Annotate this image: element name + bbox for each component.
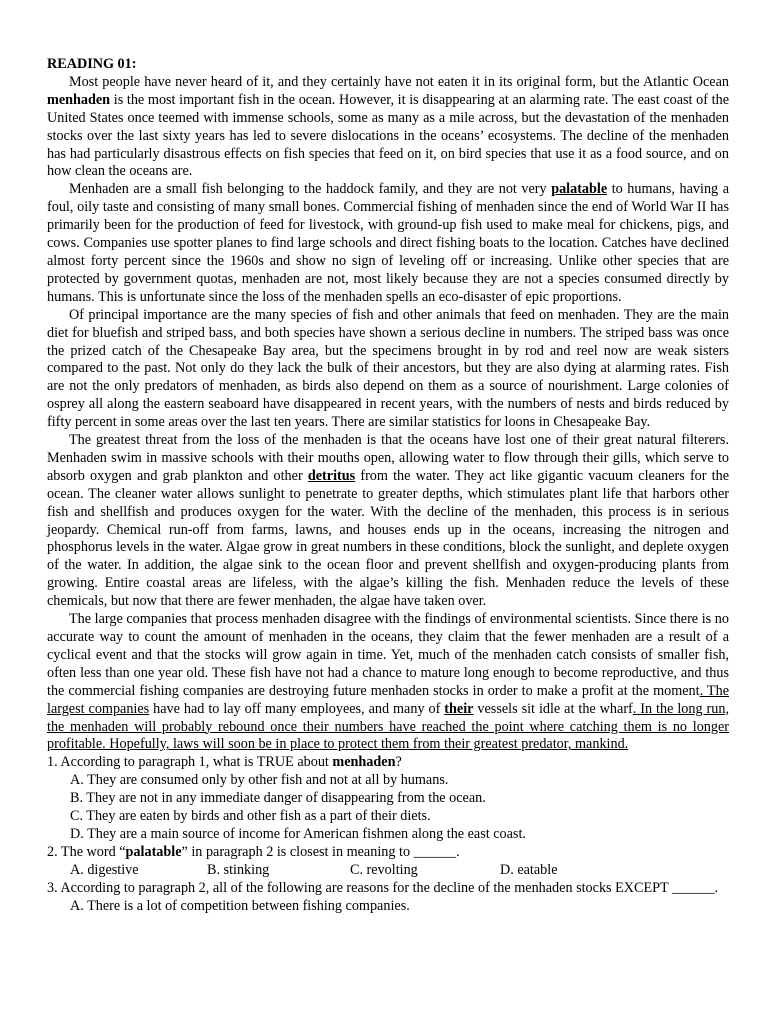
question-3-option-a: A. There is a lot of competition between fishing companies.	[70, 897, 410, 914]
question-2-option-d: D. eatable	[500, 861, 558, 878]
paragraph-5-text-c: have had to lay off many employees, and many of	[149, 700, 445, 717]
question-2	[47, 844, 729, 862]
paragraph-5-underlined-largest-companies: . The largest companies	[47, 682, 729, 717]
question-1-bold-menhaden: menhaden	[332, 754, 396, 771]
question-1-option-b: B. They are not in any immediate danger of disappearing from the ocean.	[70, 790, 486, 807]
paragraph-2	[47, 181, 729, 306]
paragraph-4-keyword-detritus: detritus	[307, 467, 356, 484]
paragraph-4	[47, 432, 729, 611]
paragraph-5-text-a: The large companies that process menhaden disagree with the findings of environmental scientists. Since there is no accurate way to count the amount of menhaden in the oceans, they claim that the fewer menhaden are a result of a cyclical event and that the stocks will grow again in time. Yet, much of the menhaden catch consists of smaller fish, often less than one year old. These fish have not had a chance to mature long enough to become reproductive, and thus the commercial fishing companies are destroying future menhaden stocks in order to make a profit at the moment	[47, 611, 729, 699]
paragraph-1-bold-menhaden: menhaden	[47, 91, 111, 108]
paragraph-4-text-a: The greatest threat from the loss of the menhaden is that the oceans have lost one of their great natural filterers. Menhaden swim in massive schools with their mouths open, allowing water to flow through their gills, which serve to absorb oxygen and grab plankton and other	[47, 432, 729, 484]
paragraph-5-text-e: vessels sit idle at the wharf	[473, 700, 633, 717]
question-2-text-a: 2. The word “	[47, 843, 126, 860]
document-page	[47, 56, 729, 916]
paragraph-1	[47, 74, 729, 181]
question-1-option-c: C. They are eaten by birds and other fish as a part of their diets.	[70, 808, 431, 825]
paragraph-5-underlined-period: . In the long run, the menhaden will probably rebound once their numbers have reached the point where catching them is no longer profitable. Hopefully, laws will soon be in place to protect them from their greatest predator, mankind.	[47, 700, 730, 753]
question-2-text-c: ” in paragraph 2 is closest in meaning to ______.	[181, 843, 460, 860]
question-1-text-c: ?	[395, 754, 402, 771]
reading-title: READING 01:	[47, 56, 137, 72]
paragraph-2-text-c: to humans, having a foul, oily taste and consisting of many small bones. Commercial fishing of menhaden since the end of World War II has primarily been for the production of feed for livestock, with ground-up fish used to make meal for chickens, pigs, and cows. Companies use spotter planes to find large schools and direct fishing boats to the location. Catches have declined almost forty percent since the 1960s and show no sign of leveling off or increasing. Unlike other species that are protected by government quotas, menhaden are not, most likely because they are not a species consumed directly by humans. This is unfortunate since the loss of the menhaden spells an eco-disaster of epic proportions.	[47, 181, 729, 305]
question-1-option-d: D. They are a main source of income for American fishmen along the east coast.	[70, 825, 526, 842]
paragraph-2-keyword-palatable: palatable	[551, 181, 608, 198]
question-2-option-c: C. revolting	[350, 861, 418, 878]
question-1-text-a: 1. According to paragraph 1, what is TRUE about	[47, 754, 333, 771]
paragraph-3: Of principal importance are the many species of fish and other animals that feed on menhaden. They are the main diet for bluefish and striped bass, and both species have shown a serious decline in numbers. The striped bass was once the prized catch of the Chesapeake Bay area, but the specimens brought in by rod and reel now are weak sisters compared to the past. Not only do they lack the bulk of their ancestors, but they are also dying at alarming rates. Fish are not the only predators of menhaden, as birds also depend on them as a source of nourishment. Large colonies of osprey all along the eastern seaboard have disappeared in recent years, with the numbers of nests and birds reduced by fifty percent in some areas over the last ten years. There are similar statistics for loons in Chesapeake Bay.	[47, 306, 729, 431]
paragraph-4-text-c: from the water. They act like gigantic vacuum cleaners for the ocean. The cleaner water allows sunlight to penetrate to greater depths, which stimulates plant life that harbors other fish and shellfish and produces oxygen for the water. With the decline of the menhaden, this process is in serious jeopardy. Chemical run-off from farms, lawns, and houses ends up in the oceans, increasing the nitrogen and phosphorus levels in the water. Algae grow in great numbers in these conditions, block the sunlight, and deplete oxygen of the water. In addition, the algae sink to the ocean floor and prevent shellfish and oxygen-producing plants from growing. Entire coastal areas are lifeless, with the algae’s killing the fish. Menhaden reduce the levels of these chemicals, but now that there are fewer menhaden, the algae have taken over.	[47, 467, 730, 610]
question-3: 3. According to paragraph 2, all of the following are reasons for the decline of the menhaden stocks EXCEPT ______.	[47, 879, 719, 896]
question-1-option-a: A. They are consumed only by other fish and not at all by humans.	[70, 772, 449, 789]
paragraph-2-text-a: Menhaden are a small fish belonging to the haddock family, and they are not very	[69, 181, 552, 198]
paragraph-1-text-a: Most people have never heard of it, and they certainly have not eaten it in its original form, but the Atlantic Ocean	[69, 73, 729, 90]
question-2-option-a: A. digestive	[70, 861, 139, 878]
question-1	[47, 754, 729, 772]
question-2-bold-palatable: palatable	[125, 843, 182, 860]
question-2-option-b: B. stinking	[207, 861, 270, 878]
paragraph-1-text-c: is the most important fish in the ocean. However, it is disappearing at an alarming rate. The east coast of the United States once teemed with immense schools, some as many as a mile across, but the devastation of the menhaden stocks over the last sixty years has led to severe dislocations in the oceans’ ecosystems. The decline of the menhaden has had particularly disastrous effects on fish species that feed on it, on bird species that use it as a food source, and on how clean the oceans are.	[47, 91, 729, 180]
paragraph-5	[47, 611, 729, 754]
paragraph-5-keyword-their: their	[444, 700, 474, 717]
question-2-options	[47, 862, 729, 880]
